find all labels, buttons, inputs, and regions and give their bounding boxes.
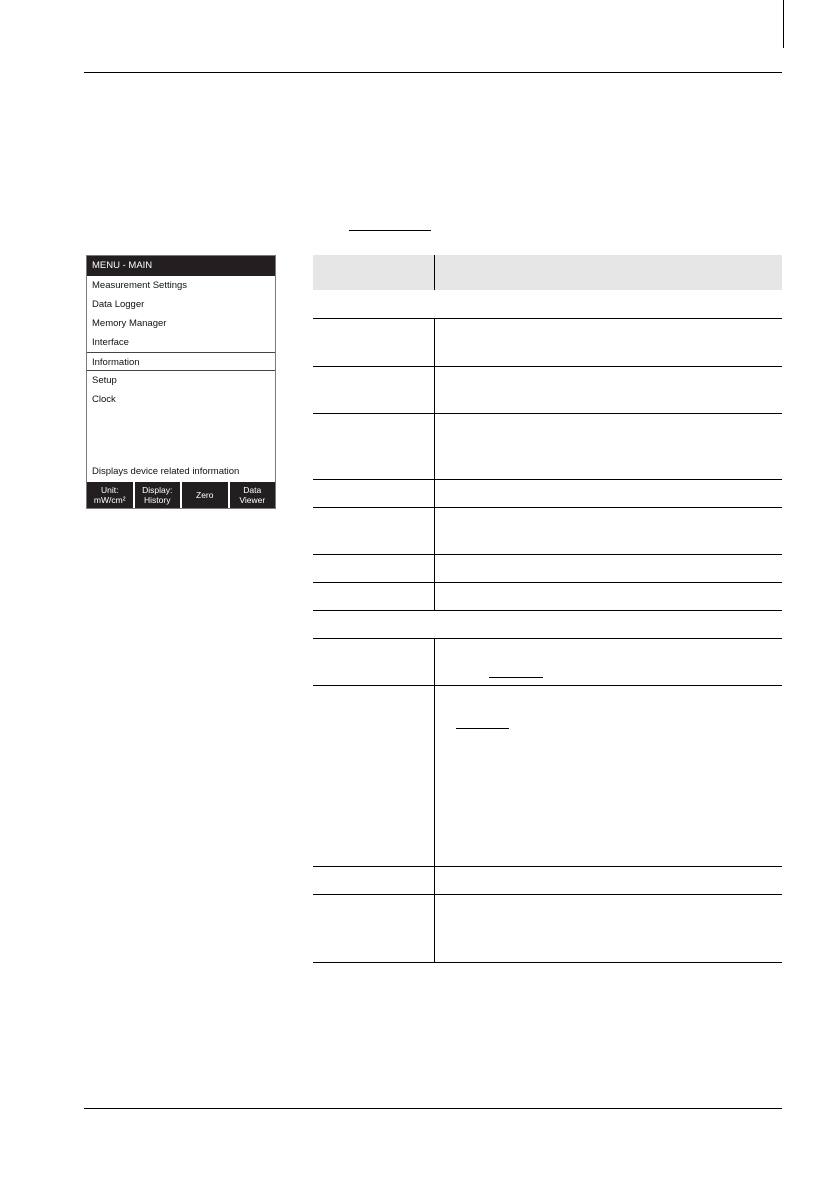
softkey-zero[interactable] [182, 482, 228, 508]
softkey-unit-line1: Unit: [101, 485, 119, 495]
menu-item-data-logger[interactable]: Data Logger [92, 299, 145, 310]
table-rule [313, 479, 782, 480]
softkey-data-viewer[interactable] [230, 482, 276, 508]
table-rule [313, 962, 782, 963]
softkey-zero-line1: Zero [196, 490, 214, 500]
crop-mark [783, 0, 784, 48]
softkey-bar [87, 482, 275, 508]
softkey-data-viewer-line2: Viewer [239, 495, 266, 505]
menu-item-setup[interactable]: Setup [92, 375, 117, 386]
header-rule [84, 72, 782, 73]
menu-item-interface[interactable]: Interface [92, 337, 129, 348]
softkey-unit[interactable] [87, 482, 133, 508]
table-column-divider [434, 318, 435, 610]
heading-underline [349, 230, 431, 231]
softkey-display[interactable] [135, 482, 181, 508]
menu-header: MENU - MAIN [87, 256, 275, 276]
link-underline [456, 728, 509, 729]
device-screen [86, 255, 276, 509]
status-text: Displays device related information [92, 466, 240, 477]
menu-item-memory-manager[interactable]: Memory Manager [92, 318, 167, 329]
table-rule [313, 413, 782, 414]
table-column-divider [434, 638, 435, 962]
menu-item-clock[interactable]: Clock [92, 394, 116, 405]
table-rule [313, 685, 782, 686]
table-rule [313, 638, 782, 639]
table-rule [313, 507, 782, 508]
table-rule [313, 366, 782, 367]
menu-item-information[interactable]: Information [87, 352, 275, 371]
softkey-display-line1: Display: [142, 485, 173, 495]
table-header [313, 255, 782, 290]
softkey-data-viewer-line1: Data [243, 485, 262, 495]
link-underline [489, 677, 543, 678]
table-header-divider [434, 255, 435, 290]
softkey-display-line2: History [144, 495, 171, 505]
menu-item-measurement-settings[interactable]: Measurement Settings [92, 280, 188, 291]
table-rule [313, 582, 782, 583]
table-rule [313, 866, 782, 867]
table-rule [313, 318, 782, 319]
softkey-unit-line2: mW/cm² [93, 495, 126, 505]
table-rule [313, 610, 782, 611]
table-rule [313, 554, 782, 555]
footer-rule [84, 1108, 782, 1109]
table-rule [313, 894, 782, 895]
menu-list [87, 276, 275, 409]
